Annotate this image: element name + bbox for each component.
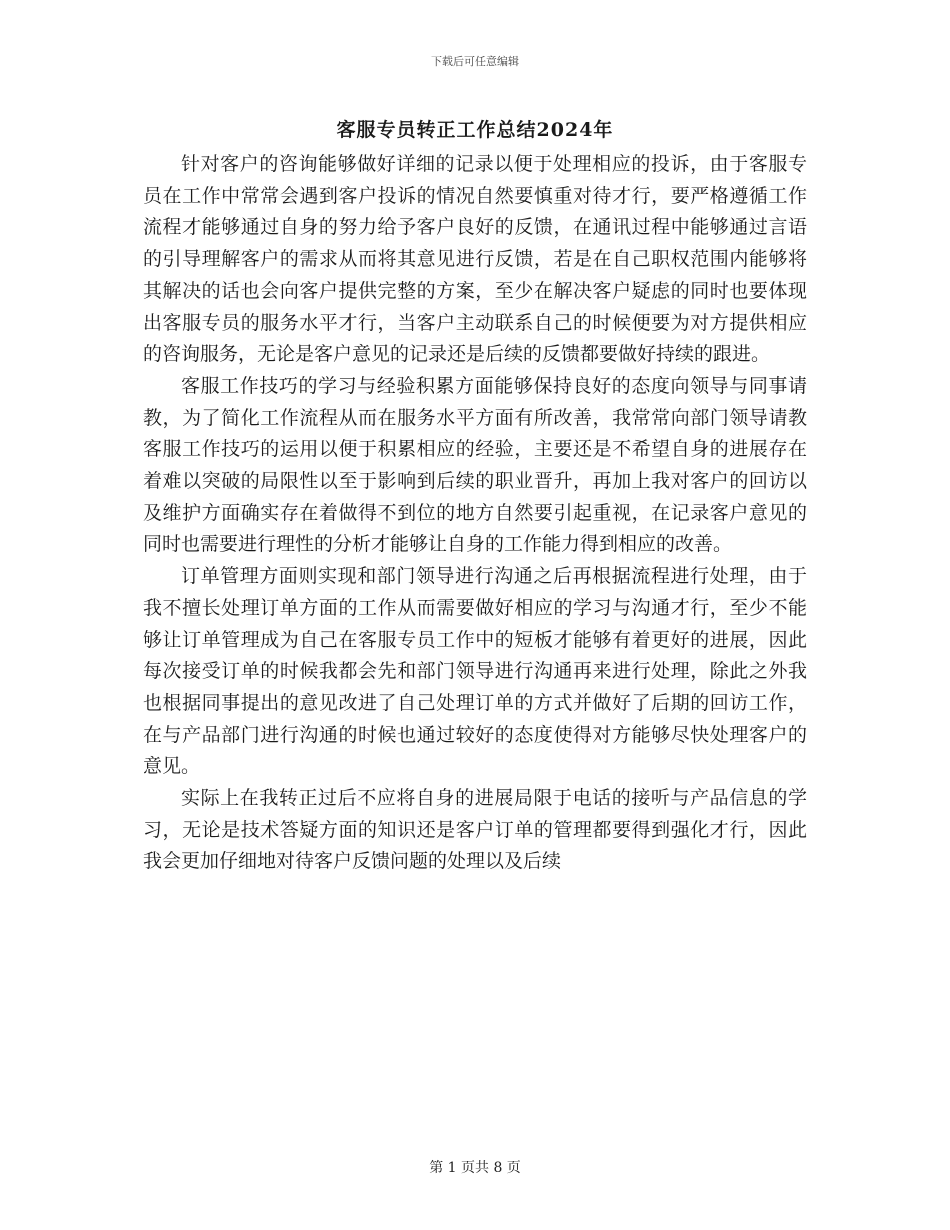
paragraph-1: 针对客户的咨询能够做好详细的记录以便于处理相应的投诉，由于客服专员在工作中常常会遇到客户投诉的情况自然要慎重对待才行，要严格遵循工作流程才能够通过自身的努力给予客户良好的反馈，在通讯过程中能够通过言语的引导理解客户的需求从而将其意见进行反馈，若是在自己职权范围内能够将其解决的话也会向客户提供完整的方案，至少在解决客户疑虑的同时也要体现出客服专员的服务水平才行，当客户主动联系自己的时候便要为对方提供相应的咨询服务，无论是客户意见的记录还是后续的反馈都要做好持续的跟进。	[143, 153, 807, 366]
document-body	[143, 149, 807, 878]
page-number: 第 1 页共 8 页	[429, 1160, 521, 1176]
page-header-note: 下载后可任意编辑	[431, 55, 519, 68]
document-title: 客服专员转正工作总结2024年	[336, 119, 614, 141]
paragraph-2: 客服工作技巧的学习与经验积累方面能够保持良好的态度向领导与同事请教，为了简化工作流程从而在服务水平方面有所改善，我常常向部门领导请教客服工作技巧的运用以便于积累相应的经验，主要还是不希望自身的进展存在着难以突破的局限性以至于影响到后续的职业晋升，再加上我对客户的回访以及维护方面确实存在着做得不到位的地方自然要引起重视，在记录客户意见的同时也需要进行理性的分析才能够让自身的工作能力得到相应的改善。	[143, 374, 807, 556]
paragraph-4: 实际上在我转正过后不应将自身的进展局限于电话的接听与产品信息的学习，无论是技术答疑方面的知识还是客户订单的管理都要得到强化才行，因此我会更加仔细地对待客户反馈问题的处理以及后续	[143, 787, 807, 873]
paragraph-3: 订单管理方面则实现和部门领导进行沟通之后再根据流程进行处理，由于我不擅长处理订单方面的工作从而需要做好相应的学习与沟通才行，至少不能够让订单管理成为自己在客服专员工作中的短板才能够有着更好的进展，因此每次接受订单的时候我都会先和部门领导进行沟通再来进行处理，除此之外我也根据同事提出的意见改进了自己处理订单的方式并做好了后期的回访工作，在与产品部门进行沟通的时候也通过较好的态度使得对方能够尽快处理客户的意见。	[143, 565, 807, 778]
